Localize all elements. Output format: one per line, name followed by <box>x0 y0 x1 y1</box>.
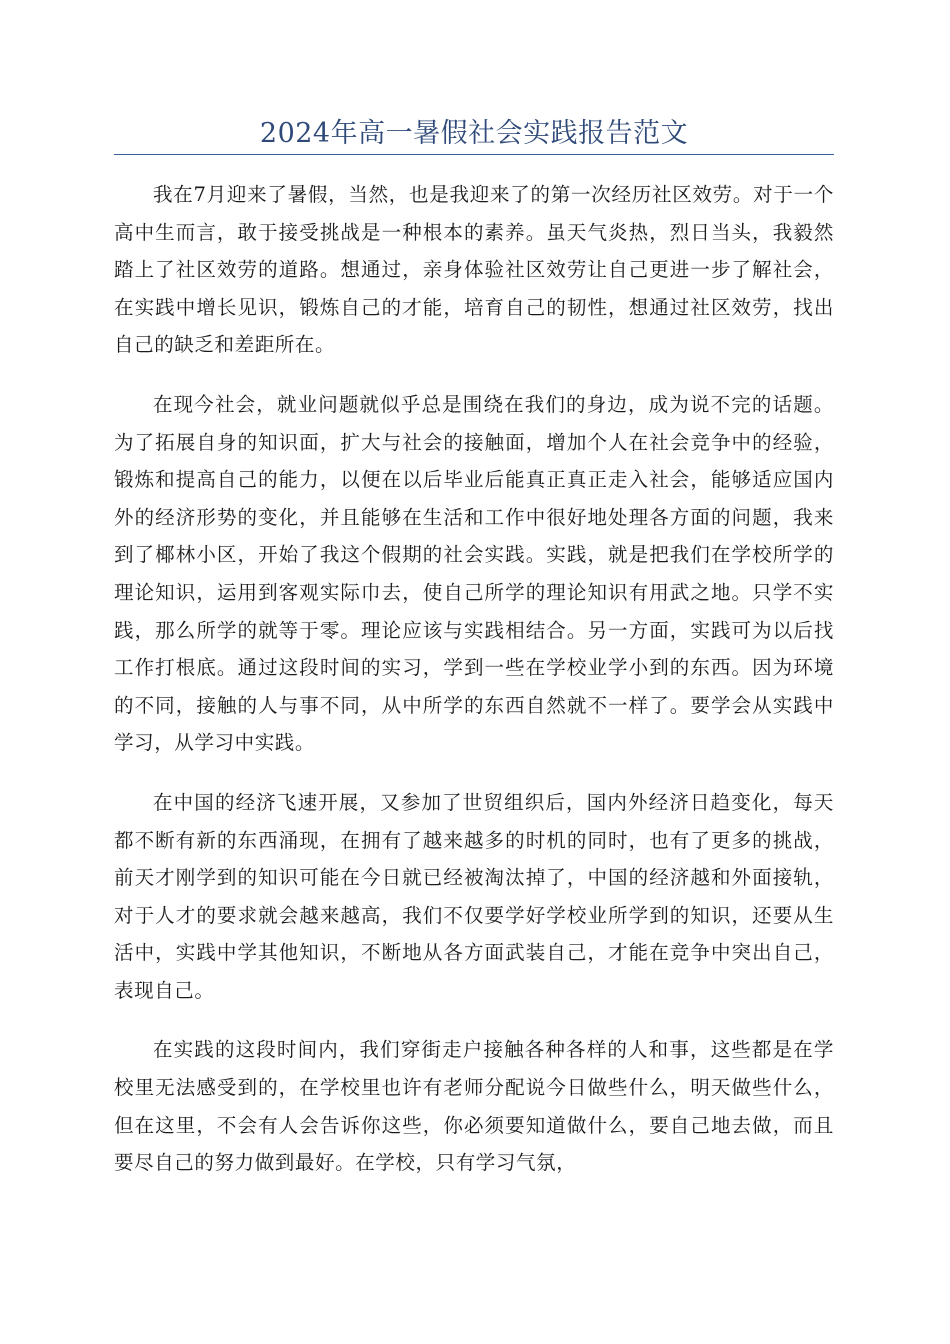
paragraph-4: 在实践的这段时间内，我们穿街走户接触各种各样的人和事，这些都是在学校里无法感受到的，在学校里也许有老师分配说今日做些什么，明天做些什么，但在这里，不会有人会告诉你这些，你必须要知道做什么，要自己地去做，而且要尽自己的努力做到最好。在学校，只有学习气氛， <box>114 1038 834 1175</box>
paragraph-2: 在现今社会，就业问题就似乎总是围绕在我们的身边，成为说不完的话题。为了拓展自身的知识面，扩大与社会的接触面，增加个人在社会竞争中的经验，锻炼和提高自己的能力，以便在以后毕业后能真正真正走入社会，能够适应国内外的经济形势的变化，并且能够在生活和工作中很好地处理各方面的问题，我来到了椰林小区，开始了我这个假期的社会实践。实践，就是把我们在学校所学的理论知识，运用到客观实际巾去，使自己所学的理论知识有用武之地。只学不实践，那么所学的就等于零。理论应该与实践相结合。另一方面，实践可为以后找工作打根底。通过这段时间的实习，学到一些在学校业学小到的东西。因为环境的不同，接触的人与事不同，从中所学的东西自然就不一样了。要学会从实践中学习，从学习中实践。 <box>114 392 834 755</box>
title-underline <box>114 154 834 155</box>
paragraph-1: 我在7月迎来了暑假，当然，也是我迎来了的第一次经历社区效劳。对于一个高中生而言，敢于接受挑战是一种根本的素养。虽天气炎热，烈日当头，我毅然踏上了社区效劳的道路。想通过，亲身体验社区效劳让自己更进一步了解社会，在实践中增长见识，锻炼自己的才能，培育自己的韧性，想通过社区效劳，找出自己的缺乏和差距所在。 <box>114 183 834 357</box>
document-title: 2024年高一暑假社会实践报告范文 <box>259 118 689 149</box>
paragraph-3: 在中国的经济飞速开展，又参加了世贸组织后，国内外经济日趋变化，每天都不断有新的东西涌现，在拥有了越来越多的时机的同时，也有了更多的挑战，前天才刚学到的知识可能在今日就已经被淘汰掉了，中国的经济越和外面接轨，对于人才的要求就会越来越高，我们不仅要学好学校业所学到的知识，还要从生活中，实践中学其他知识，不断地从各方面武装自己，才能在竞争中突出自己，表现自己。 <box>114 790 834 1002</box>
document-body <box>114 176 834 1204</box>
